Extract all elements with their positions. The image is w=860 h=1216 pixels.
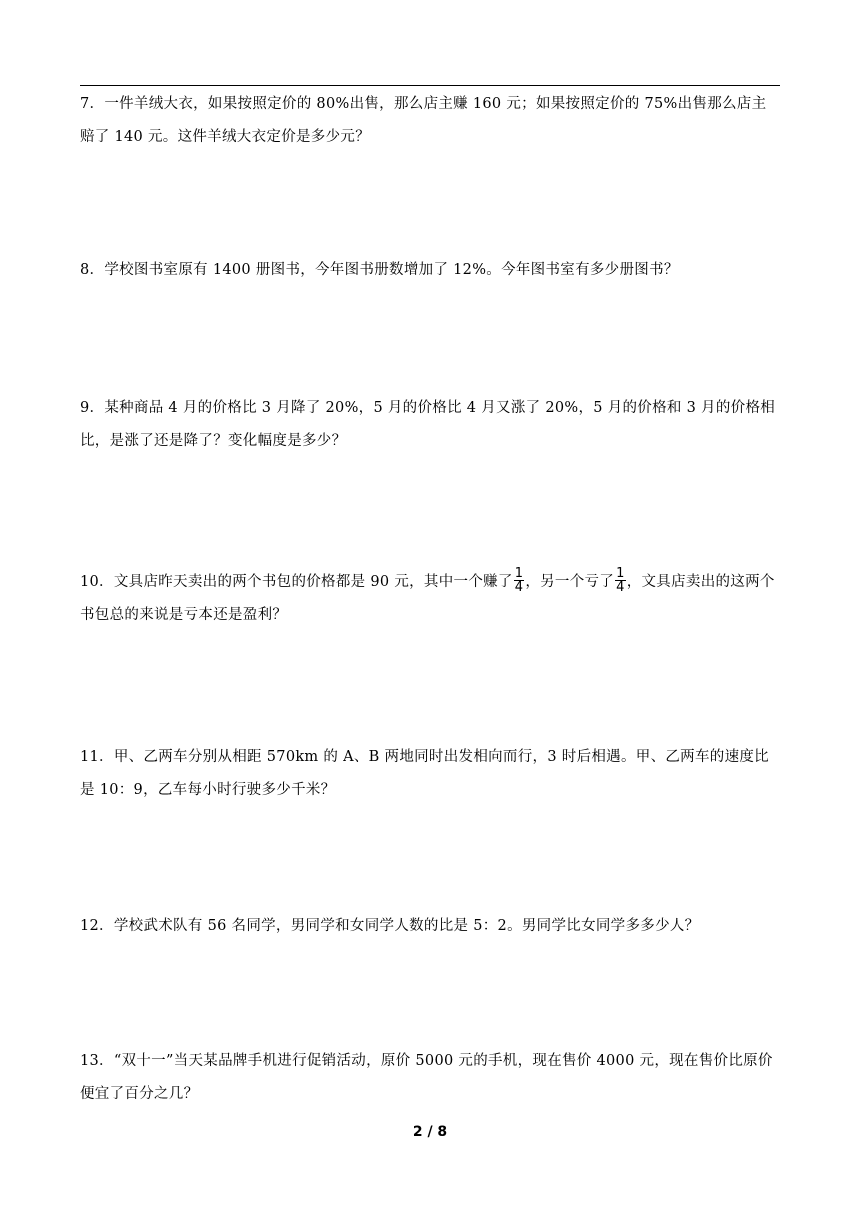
question-11 <box>80 741 780 807</box>
question-number: 7． <box>80 96 105 112</box>
question-text: 学校图书室原有 1400 册图书，今年图书册数增加了 12%。今年图书室有多少册图书？ <box>104 262 679 278</box>
question-13 <box>80 1045 780 1111</box>
fraction-denominator: 4 <box>616 579 625 595</box>
question-9 <box>80 392 780 458</box>
question-text-part2: ，另一个亏了 <box>525 574 615 590</box>
question-text: “双十一”当天某品牌手机进行促销活动，原价 5000 元的手机，现在售价 4000 元，现在售价比原价便宜了百分之几？ <box>80 1053 773 1102</box>
question-number: 10． <box>80 574 114 590</box>
question-text: 一件羊绒大衣，如果按照定价的 80%出售，那么店主赚 160 元；如果按照定价的 75%出售那么店主赔了 140 元。这件羊绒大衣定价是多少元？ <box>80 96 767 145</box>
question-number: 11． <box>80 749 114 765</box>
question-text-part1: 文具店昨天卖出的两个书包的价格都是 90 元，其中一个赚了 <box>113 574 513 590</box>
fraction-denominator: 4 <box>514 579 524 595</box>
question-number: 9． <box>80 400 105 416</box>
question-text: 某种商品 4 月的价格比 3 月降了 20%，5 月的价格比 4 月又涨了 20%，5 月的价格和 3 月的价格相比，是涨了还是降了？变化幅度是多少？ <box>80 400 776 449</box>
fraction-one-quarter <box>615 567 626 594</box>
question-text: 学校武术队有 56 名同学，男同学和女同学人数的比是 5：2。男同学比女同学多多少人？ <box>113 918 700 934</box>
fraction-numerator: 1 <box>616 565 625 581</box>
question-text: 甲、乙两车分别从相距 570km 的 A、B 两地同时出发相向而行，3 时后相遇。甲、乙两车的速度比是 10：9，乙车每小时行驶多少千米？ <box>80 749 769 798</box>
fraction-numerator: 1 <box>514 565 524 581</box>
question-7 <box>80 88 780 154</box>
header-rule <box>80 85 780 86</box>
question-10 <box>80 566 780 632</box>
question-12 <box>80 910 780 943</box>
question-number: 12． <box>80 918 114 934</box>
question-8 <box>80 254 780 287</box>
question-text-part3: ，文具店卖出的这两个书包总的来说是亏本还是盈利？ <box>80 574 775 623</box>
question-number: 8． <box>80 262 105 278</box>
page-number: 2 / 8 <box>412 1124 448 1140</box>
fraction-one-quarter <box>514 567 525 594</box>
question-number: 13． <box>80 1053 114 1069</box>
